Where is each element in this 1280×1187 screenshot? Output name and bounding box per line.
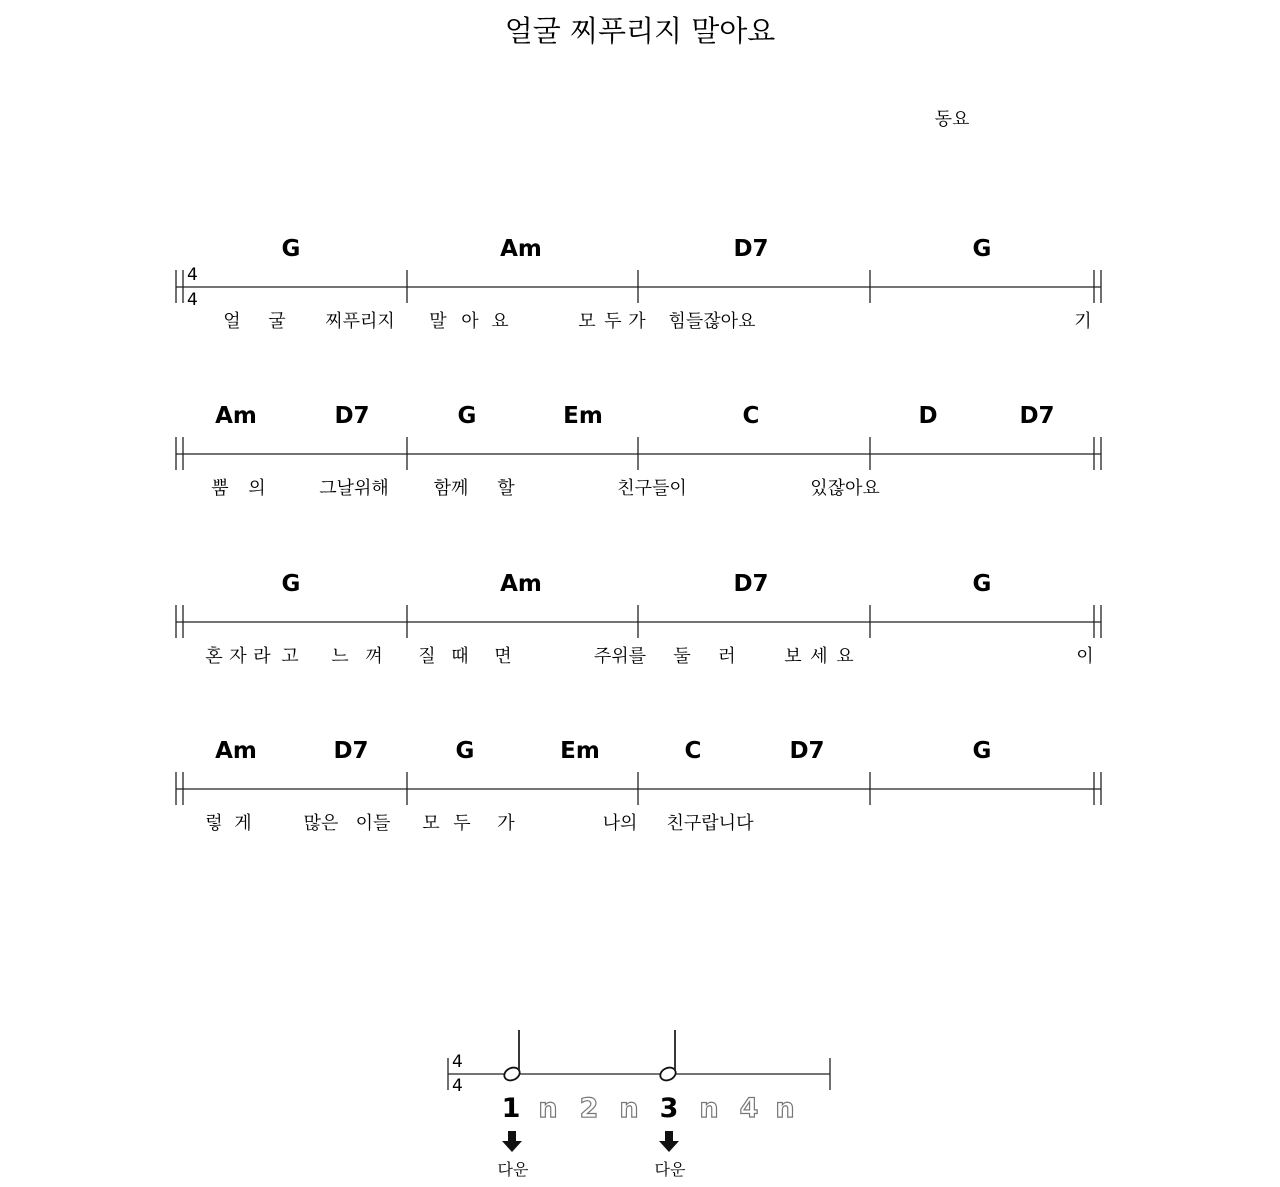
lyric-syllable: 고 [281, 646, 299, 667]
stroke-label: 다운 [654, 1160, 686, 1179]
lyric-syllable: 라 [253, 646, 271, 667]
lyric-syllable: 함께 [433, 478, 469, 499]
staff-system [176, 236, 1101, 332]
beat-count: 2 [579, 1093, 599, 1124]
chord-label: Am [500, 236, 542, 262]
lyric-syllable: 굴 [268, 311, 286, 332]
lyric-syllable: 친구랍니다 [666, 813, 754, 834]
lyric-syllable: 두 [604, 311, 622, 332]
chord-label: Am [215, 403, 257, 429]
chord-label: G [455, 738, 475, 764]
beat-count: n [699, 1093, 719, 1124]
lyric-syllable: 이들 [355, 813, 391, 834]
staff-systems [176, 236, 1101, 834]
lyric-syllable: 느 [331, 646, 349, 667]
lyric-syllable: 보 [784, 646, 802, 667]
beat-count-accent: 1 [501, 1093, 521, 1124]
lyric-syllable: 모 [422, 813, 440, 834]
song-subtitle: 동요 [934, 109, 970, 130]
chord-label: C [742, 403, 760, 429]
lyric-syllable: 찌푸리지 [325, 311, 395, 332]
time-signature-bottom: 4 [187, 290, 198, 310]
lyric-syllable: 혼 [205, 646, 223, 667]
song-title: 얼굴 찌푸리지 말아요 [504, 14, 776, 48]
lyric-syllable: 얼 [223, 311, 241, 332]
strum-pattern [448, 1030, 830, 1179]
chord-label: G [281, 571, 301, 597]
beat-count-accent: 3 [659, 1093, 679, 1124]
chord-label: Am [500, 571, 542, 597]
lyric-syllable: 주위를 [593, 646, 647, 667]
chord-label: D7 [733, 236, 769, 262]
chord-label: G [972, 738, 992, 764]
staff-system [176, 571, 1101, 667]
chord-label: C [684, 738, 702, 764]
lyric-syllable: 둘 [673, 646, 691, 667]
lyric-syllable: 의 [248, 478, 266, 499]
beat-count: 4 [739, 1093, 759, 1124]
lyric-syllable: 힘들잖아요 [668, 311, 756, 332]
lyric-syllable: 모 [578, 311, 596, 332]
lyric-syllable: 뿜 [211, 478, 229, 499]
lyric-syllable: 요 [491, 311, 509, 332]
lyric-syllable: 렇 [205, 813, 223, 834]
lyric-syllable: 질 [418, 646, 436, 667]
chord-label: G [457, 403, 477, 429]
chord-label: D7 [334, 403, 370, 429]
beat-count: n [538, 1093, 558, 1124]
chord-label: D [918, 403, 938, 429]
chord-label: Em [563, 403, 603, 429]
down-arrow-icon [502, 1131, 522, 1152]
lyric-syllable: 게 [234, 813, 252, 834]
time-signature-top: 4 [187, 265, 198, 285]
chord-label: D7 [733, 571, 769, 597]
lyric-syllable: 면 [494, 646, 512, 667]
down-arrow-icon [659, 1131, 679, 1152]
lyric-syllable: 가 [497, 813, 515, 834]
lyric-syllable: 러 [718, 646, 736, 667]
chord-label: Em [560, 738, 600, 764]
lyric-syllable: 자 [229, 646, 247, 667]
half-note-icon [658, 1030, 678, 1083]
lyric-syllable: 요 [836, 646, 854, 667]
staff-system [176, 738, 1101, 834]
half-note-icon [502, 1030, 522, 1083]
lyric-syllable: 있잖아요 [810, 478, 880, 499]
chord-label: D7 [1019, 403, 1055, 429]
lyric-syllable: 친구들이 [617, 478, 687, 499]
lyric-syllable: 가 [628, 311, 646, 332]
strum-time-signature-top: 4 [452, 1052, 463, 1072]
lyric-syllable: 두 [453, 813, 471, 834]
chord-label: Am [215, 738, 257, 764]
lyric-syllable: 기 [1074, 311, 1092, 332]
chord-label: G [281, 236, 301, 262]
lyric-syllable: 이 [1076, 646, 1094, 667]
lyric-syllable: 세 [810, 646, 828, 667]
chord-label: G [972, 571, 992, 597]
stroke-label: 다운 [497, 1160, 529, 1179]
lyric-syllable: 때 [451, 646, 469, 667]
beat-count: n [775, 1093, 795, 1124]
strum-counts [502, 1093, 795, 1124]
lyric-syllable: 할 [497, 478, 515, 499]
lyric-syllable: 그날위해 [319, 478, 389, 499]
lyric-syllable: 말 [429, 311, 447, 332]
chord-label: G [972, 236, 992, 262]
beat-count: n [619, 1093, 639, 1124]
lyric-syllable: 껴 [365, 646, 383, 667]
lyric-syllable: 아 [461, 311, 479, 332]
chord-label: D7 [333, 738, 369, 764]
chord-label: D7 [789, 738, 825, 764]
lyric-syllable: 나의 [602, 813, 638, 834]
strum-time-signature-bottom: 4 [452, 1076, 463, 1096]
lyric-syllable: 많은 [303, 813, 339, 834]
staff-system [176, 403, 1101, 499]
